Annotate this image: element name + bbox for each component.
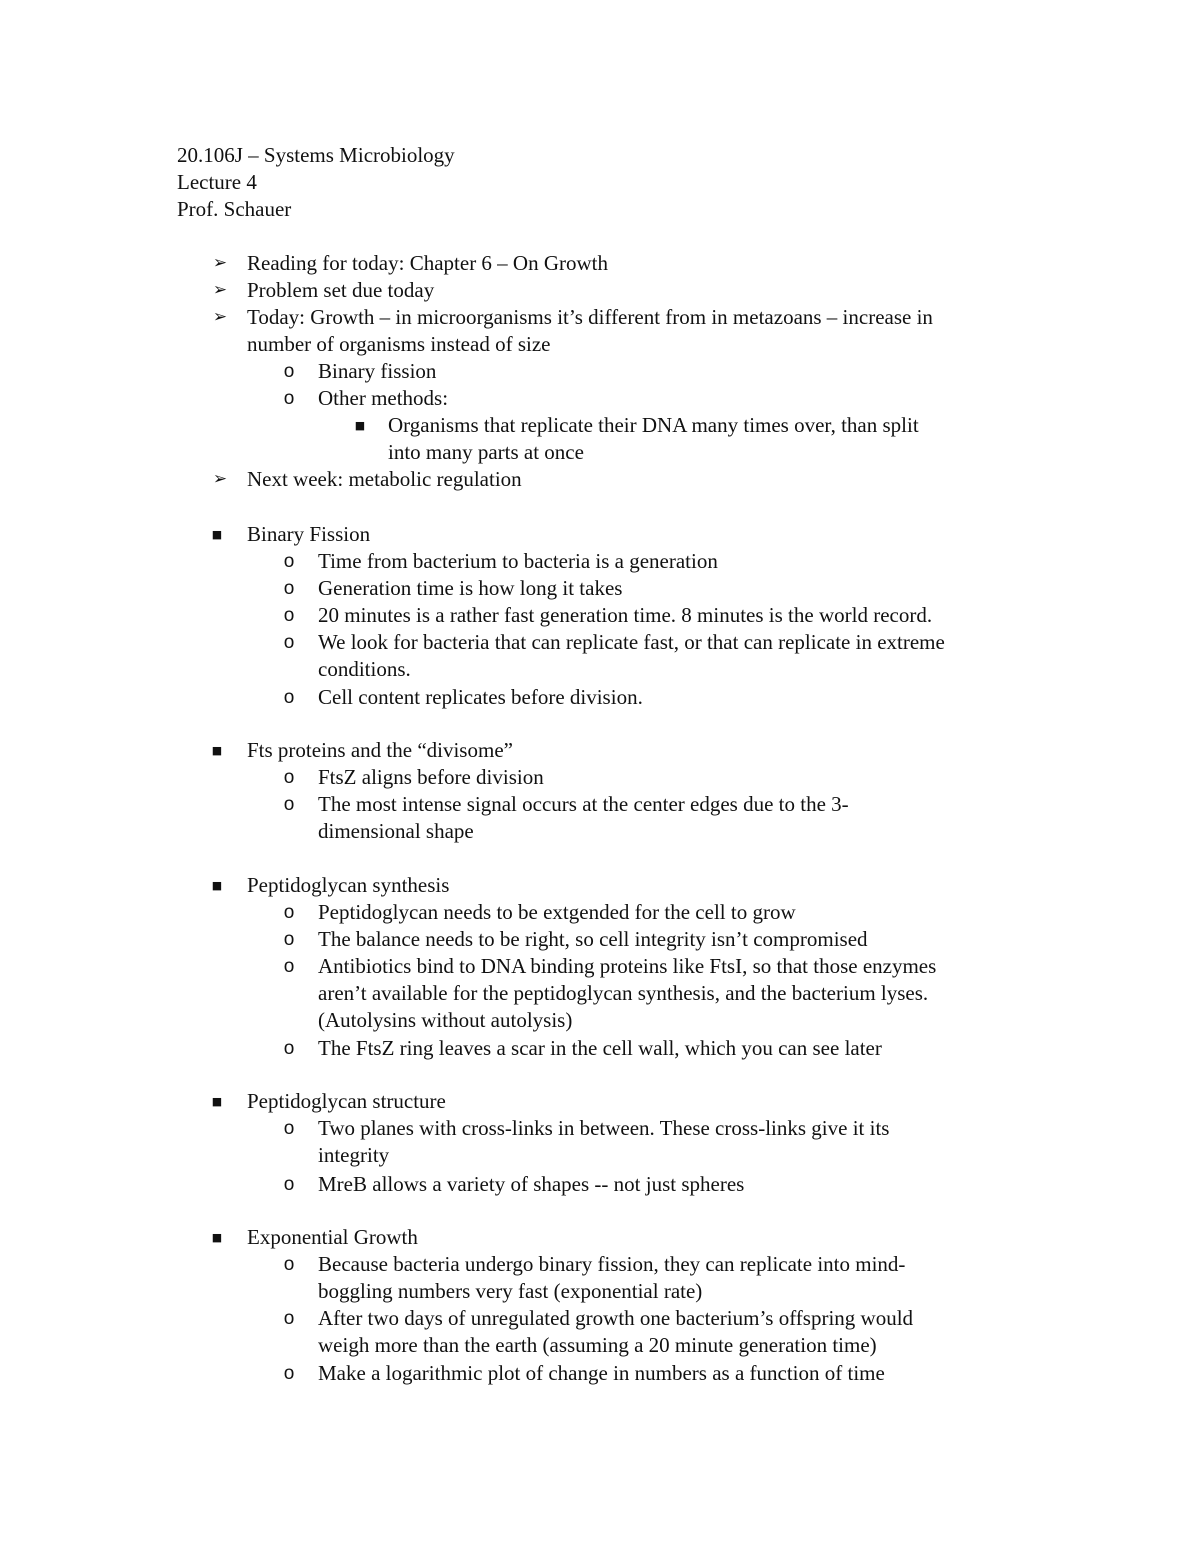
section-title-fts-proteins: Fts proteins and the “divisome” <box>247 738 513 762</box>
arrow-bullet-icon: ➢ <box>212 469 228 489</box>
other-methods-subitem: Other methods: <box>318 386 449 410</box>
next-week-item: Next week: metabolic regulation <box>247 467 522 491</box>
list-item: Antibiotics bind to DNA binding proteins like FtsI, so that those enzymes <box>318 954 937 978</box>
reading-item: Reading for today: Chapter 6 – On Growth <box>247 251 609 275</box>
other-methods-detail-continued: into many parts at once <box>388 440 584 464</box>
list-item: Peptidoglycan needs to be extgended for the cell to grow <box>318 900 796 924</box>
list-item: Two planes with cross-links in between. These cross-links give it its <box>318 1116 890 1140</box>
professor-name: Prof. Schauer <box>177 197 292 221</box>
circle-bullet-icon: o <box>283 1254 295 1275</box>
other-methods-detail: Organisms that replicate their DNA many times over, than split <box>388 413 919 437</box>
list-item: Because bacteria undergo binary fission, they can replicate into mind- <box>318 1252 906 1276</box>
lecture-number: Lecture 4 <box>177 170 257 194</box>
circle-bullet-icon: o <box>283 767 295 788</box>
arrow-bullet-icon: ➢ <box>212 280 228 300</box>
square-bullet-icon: ■ <box>211 1231 223 1244</box>
list-item: Cell content replicates before division. <box>318 685 643 709</box>
today-item-continued: number of organisms instead of size <box>247 332 551 356</box>
list-item: Make a logarithmic plot of change in numbers as a function of time <box>318 1361 885 1385</box>
list-item: The FtsZ ring leaves a scar in the cell wall, which you can see later <box>318 1036 882 1060</box>
circle-bullet-icon: o <box>283 956 295 977</box>
square-bullet-icon: ■ <box>211 744 223 757</box>
section-title-peptidoglycan-synthesis: Peptidoglycan synthesis <box>247 873 450 897</box>
circle-bullet-icon: o <box>283 605 295 626</box>
list-item-continued: boggling numbers very fast (exponential rate) <box>318 1279 703 1303</box>
today-item: Today: Growth – in microorganisms it’s different from in metazoans – increase in <box>247 305 933 329</box>
list-item: The balance needs to be right, so cell integrity isn’t compromised <box>318 927 868 951</box>
square-bullet-icon: ■ <box>211 879 223 892</box>
list-item: Generation time is how long it takes <box>318 576 623 600</box>
binary-fission-subitem: Binary fission <box>318 359 437 383</box>
section-title-exponential-growth: Exponential Growth <box>247 1225 418 1249</box>
arrow-bullet-icon: ➢ <box>212 307 228 327</box>
circle-bullet-icon: o <box>283 1174 295 1195</box>
list-item: Time from bacterium to bacteria is a generation <box>318 549 718 573</box>
circle-bullet-icon: o <box>283 902 295 923</box>
circle-bullet-icon: o <box>283 632 295 653</box>
circle-bullet-icon: o <box>283 388 295 409</box>
list-item-continued: weigh more than the earth (assuming a 20 minute generation time) <box>318 1333 877 1357</box>
circle-bullet-icon: o <box>283 551 295 572</box>
section-title-binary-fission: Binary Fission <box>247 522 371 546</box>
list-item-continued: dimensional shape <box>318 819 474 843</box>
circle-bullet-icon: o <box>283 361 295 382</box>
circle-bullet-icon: o <box>283 1363 295 1384</box>
list-item: MreB allows a variety of shapes -- not just spheres <box>318 1172 745 1196</box>
list-item-continued: conditions. <box>318 657 411 681</box>
circle-bullet-icon: o <box>283 1308 295 1329</box>
square-bullet-icon: ■ <box>211 528 223 541</box>
circle-bullet-icon: o <box>283 1118 295 1139</box>
arrow-bullet-icon: ➢ <box>212 253 228 273</box>
list-item: FtsZ aligns before division <box>318 765 544 789</box>
circle-bullet-icon: o <box>283 687 295 708</box>
list-item: We look for bacteria that can replicate fast, or that can replicate in extreme <box>318 630 945 654</box>
circle-bullet-icon: o <box>283 1038 295 1059</box>
circle-bullet-icon: o <box>283 794 295 815</box>
list-item-continued: (Autolysins without autolysis) <box>318 1008 573 1032</box>
section-title-peptidoglycan-structure: Peptidoglycan structure <box>247 1089 446 1113</box>
list-item: 20 minutes is a rather fast generation time. 8 minutes is the world record. <box>318 603 933 627</box>
list-item-continued: integrity <box>318 1143 390 1167</box>
square-bullet-icon: ■ <box>354 419 366 432</box>
list-item-continued: aren’t available for the peptidoglycan synthesis, and the bacterium lyses. <box>318 981 929 1005</box>
course-title: 20.106J – Systems Microbiology <box>177 143 455 167</box>
list-item: After two days of unregulated growth one bacterium’s offspring would <box>318 1306 914 1330</box>
list-item: The most intense signal occurs at the center edges due to the 3- <box>318 792 849 816</box>
circle-bullet-icon: o <box>283 929 295 950</box>
circle-bullet-icon: o <box>283 578 295 599</box>
problem-set-item: Problem set due today <box>247 278 435 302</box>
square-bullet-icon: ■ <box>211 1095 223 1108</box>
